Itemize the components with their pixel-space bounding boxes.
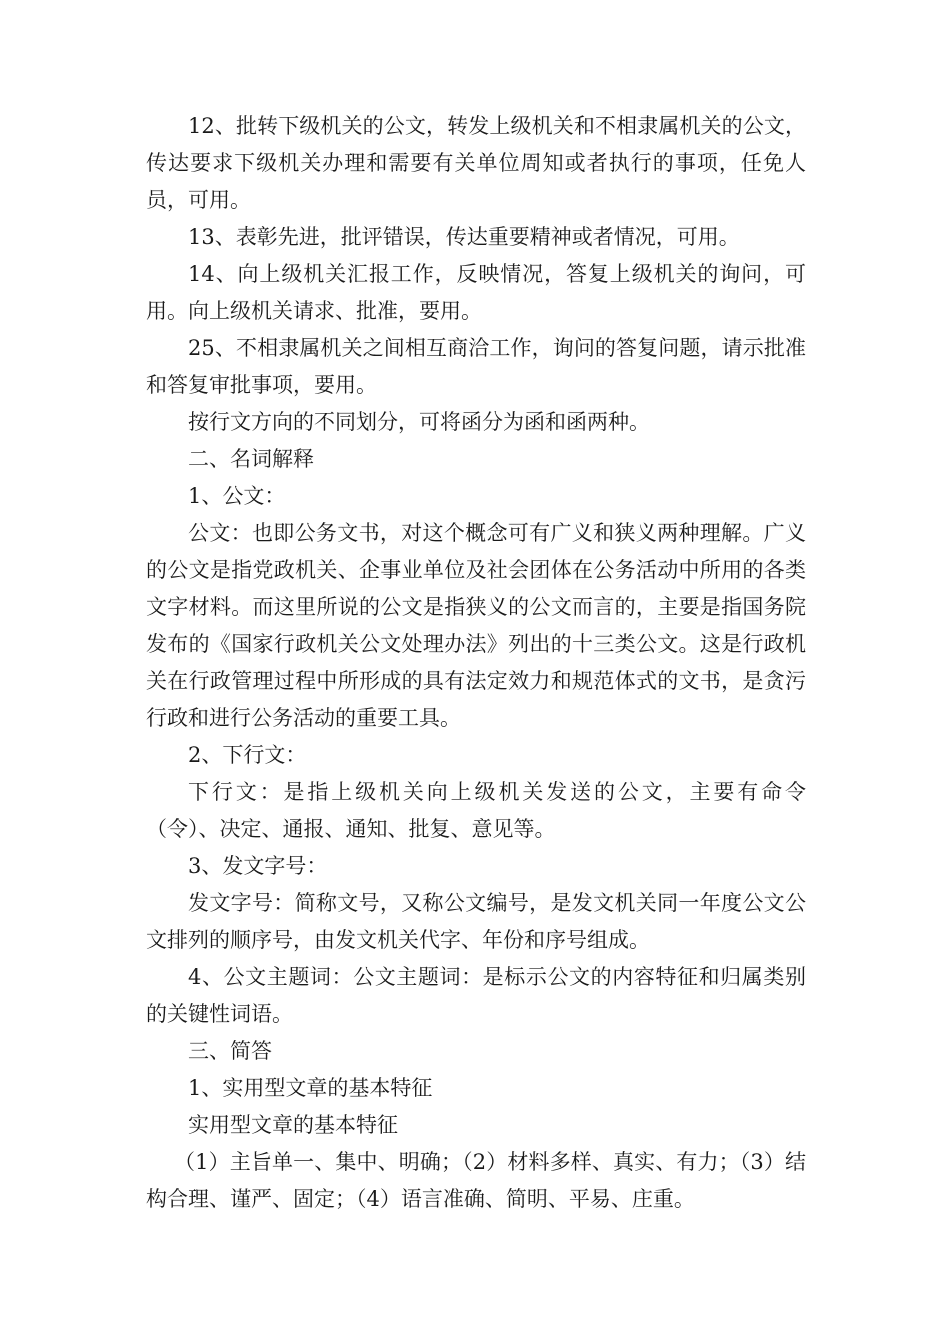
term-heading-official-document: 1、公文： [188,484,286,508]
term-definition-downward-document: 下行文：是指上级机关向上级机关发送的公文，主要有命令（令）、决定、通报、通知、批复、意见等。 [146,780,806,841]
question-heading-practical-writing: 1、实用型文章的基本特征 [188,1076,433,1100]
document-page [146,108,806,1218]
paragraph-letter-direction: 按行文方向的不同划分，可将函分为函和函两种。 [188,410,650,434]
section-heading-short-answer: 三、简答 [188,1039,272,1063]
paragraph-item-13: 13、表彰先进，批评错误，传达重要精神或者情况，可用。 [188,225,740,249]
term-definition-subject-words: 4、公文主题词：公文主题词：是标示公文的内容特征和归属类别的关键性词语。 [146,965,806,1026]
answer-body-practical-writing: （1）主旨单一、集中、明确；（2）材料多样、真实、有力；（3）结构合理、谨严、固定；（4）语言准确、简明、平易、庄重。 [146,1150,806,1211]
term-definition-document-number: 发文字号：简称文号，又称公文编号，是发文机关同一年度公文公文排列的顺序号，由发文机关代字、年份和序号组成。 [146,891,806,952]
term-heading-document-number: 3、发文字号： [188,854,328,878]
section-heading-terms: 二、名词解释 [188,447,314,471]
answer-title-practical-writing: 实用型文章的基本特征 [188,1113,398,1137]
term-definition-official-document: 公文：也即公务文书，对这个概念可有广义和狭义两种理解。广义的公文是指党政机关、企事业单位及社会团体在公务活动中所用的各类文字材料。而这里所说的公文是指狭义的公文而言的，主要是指国务院发布的《国家行政机关公文处理办法》列出的十三类公文。这是行政机关在行政管理过程中所形成的具有法定效力和规范体式的文书，是贪污行政和进行公务活动的重要工具。 [146,521,806,730]
paragraph-item-14: 14、向上级机关汇报工作，反映情况，答复上级机关的询问，可用。向上级机关请求、批准，要用。 [146,262,806,323]
paragraph-item-12: 12、批转下级机关的公文，转发上级机关和不相隶属机关的公文，传达要求下级机关办理和需要有关单位周知或者执行的事项，任免人员，可用。 [146,114,806,212]
paragraph-item-25: 25、不相隶属机关之间相互商洽工作，询问的答复问题，请示批准和答复审批事项，要用。 [146,336,806,397]
term-heading-downward-document: 2、下行文： [188,743,307,767]
